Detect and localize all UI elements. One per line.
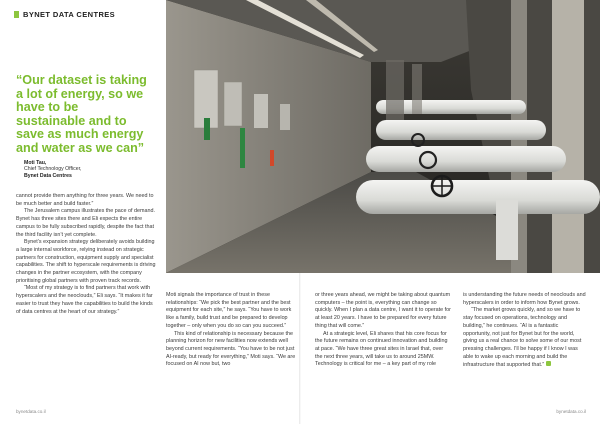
paragraph: This kind of relationship is necessary because the planning horizon for new facilities now extends well beyond current requirements. “You have to be not just AI-ready, but ready for everything,” Moti says. “We are focused on AI now but, two xyxy=(166,330,296,368)
section-tag xyxy=(14,10,115,19)
quote-attribution xyxy=(24,160,81,179)
article-column-2 xyxy=(166,292,300,369)
paragraph: Bynet’s expansion strategy deliberately avoids building a large internal workforce, relying instead on strategic partners for construction, equipment supply and specialist capabilities. The shift to hyperscale requirements is driving changes in the partner ecosystem, with the company prioritising global partners with proven track records. xyxy=(16,239,156,284)
green-conduit xyxy=(240,128,245,168)
paragraph: is understanding the future needs of neoclouds and hyperscalers in order to inform how Bynet grows. xyxy=(463,292,586,306)
far-column xyxy=(386,60,404,120)
attribution-role: Chief Technology Officer, xyxy=(24,166,82,173)
end-of-article-icon xyxy=(546,361,551,366)
section-tag-label: BYNET DATA CENTRES xyxy=(23,10,116,19)
electrical-cabinet xyxy=(280,104,290,130)
paragraph: Moti signals the importance of trust in these relationships: “We pick the best partner and the best equipment for each site,” he says. “You have to work like a family, build trust and be prepared to develop together – only when you do so can you succeed.” xyxy=(166,292,292,329)
pull-quote: “Our dataset is taking a lot of energy, so we have to be sustainable and to save as much energy and water as we can” xyxy=(16,73,147,155)
electrical-cabinet xyxy=(224,82,242,126)
electrical-cabinet xyxy=(254,94,268,128)
pipe xyxy=(356,180,600,214)
section-tag-marker xyxy=(14,11,19,18)
attribution-name: Moti Tau, xyxy=(24,160,47,166)
article-column-4 xyxy=(463,292,587,370)
far-column xyxy=(412,64,422,114)
paragraph-text: “The market grows quickly, and so we have to stay focused on operations, technology and building,” he continues. “AI is a fantastic opportunity, not just for Bynet but for the world, giving us a real chance to solve some of our most pressing challenges. I’ll be happy if I know I was able to wake up each morning and build the infrastructure that supported that.” xyxy=(463,307,582,369)
red-fixture xyxy=(270,150,274,166)
paragraph: “Most of my strategy is to find partners that work with hyperscalers and the neoclouds,” Eli says. “It makes it far easier to trust they have the capabilities to build the kinds of data centres at the heart of our strategy.” xyxy=(16,285,153,315)
pipe-riser xyxy=(496,200,518,260)
green-conduit xyxy=(204,118,210,140)
paragraph: The Jerusalem campus illustrates the pace of demand. Bynet has three sites there and Eli expects the entire campus to be fully subscribed rapidly, despite the fact that the third facility isn’t yet complete. xyxy=(16,208,155,238)
paragraph: cannot provide them anything for three years. We need to be much better and build faster.” xyxy=(16,193,154,207)
concrete-column xyxy=(552,0,584,273)
paragraph: or three years ahead, we might be taking about quantum computers – the point is, everything can change so quickly. When I plan a data centre, I want it to operate for at least 20 years. I have to be prepared for every future thing that will come.” xyxy=(315,292,451,329)
pipe xyxy=(366,146,566,172)
data-centre-photo xyxy=(166,0,600,273)
pipe xyxy=(376,120,546,140)
footer-right: bynetdata.co.il xyxy=(556,409,586,414)
article-column-1 xyxy=(16,193,156,316)
paragraph: At a strategic level, Eli shares that his core focus for the future remains on continued innovation and building at pace. “We have three great sites in Israel that, over the next three years, will take us to around 25MW. Technology is critical for me – a key part of my role xyxy=(315,330,448,368)
article-column-3 xyxy=(315,292,451,369)
attribution-org: Bynet Data Centres xyxy=(24,172,72,179)
footer-left: bynetdata.co.il xyxy=(16,409,46,414)
paragraph xyxy=(463,307,587,370)
